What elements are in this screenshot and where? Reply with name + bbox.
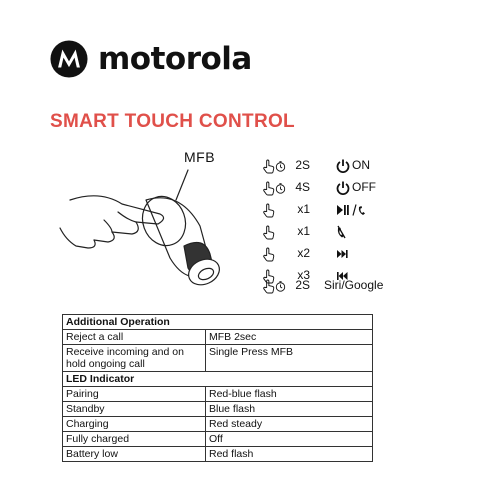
operation-label: Reject a call <box>63 330 206 345</box>
table-section-header <box>63 315 373 330</box>
action-label: ON <box>352 158 370 172</box>
led-state-label: Battery low <box>63 447 206 462</box>
brand-name: motorola <box>98 41 252 77</box>
mfb-label: MFB <box>184 149 216 165</box>
tap-count: x1 <box>297 224 310 238</box>
led-state-value: Blue flash <box>206 402 373 417</box>
section-title: Additional Operation <box>63 315 373 330</box>
led-state-value: Red flash <box>206 447 373 462</box>
press-duration: 2S <box>295 278 310 292</box>
play-pause-phone-icon <box>336 203 380 217</box>
press-duration: 4S <box>295 180 310 194</box>
table-row <box>63 447 373 462</box>
next-track-icon <box>336 247 380 261</box>
reject-call-icon <box>336 225 380 239</box>
led-state-label: Pairing <box>63 387 206 402</box>
section-title: LED Indicator <box>63 372 373 387</box>
tap-count: x2 <box>297 246 310 260</box>
table-row <box>63 402 373 417</box>
table-section-header <box>63 372 373 387</box>
led-state-label: Fully charged <box>63 432 206 447</box>
press-duration: 2S <box>295 158 310 172</box>
led-state-value: Off <box>206 432 373 447</box>
operation-value: Single Press MFB <box>206 345 373 372</box>
table-row <box>63 417 373 432</box>
led-state-value: Red steady <box>206 417 373 432</box>
tap-count: x1 <box>297 202 310 216</box>
table-row <box>63 330 373 345</box>
table-row <box>63 345 373 372</box>
table-row <box>63 432 373 447</box>
operation-table <box>62 314 373 462</box>
operation-label: Receive incoming and on hold ongoing call <box>63 345 206 372</box>
tap-count: x3 <box>297 268 310 282</box>
led-state-value: Red-blue flash <box>206 387 373 402</box>
led-state-label: Charging <box>63 417 206 432</box>
action-label: OFF <box>352 180 376 194</box>
table-row <box>63 387 373 402</box>
action-label: Siri/Google <box>324 278 384 292</box>
operation-value: MFB 2sec <box>206 330 373 345</box>
page-title: SMART TOUCH CONTROL <box>50 111 295 132</box>
led-state-label: Standby <box>63 402 206 417</box>
